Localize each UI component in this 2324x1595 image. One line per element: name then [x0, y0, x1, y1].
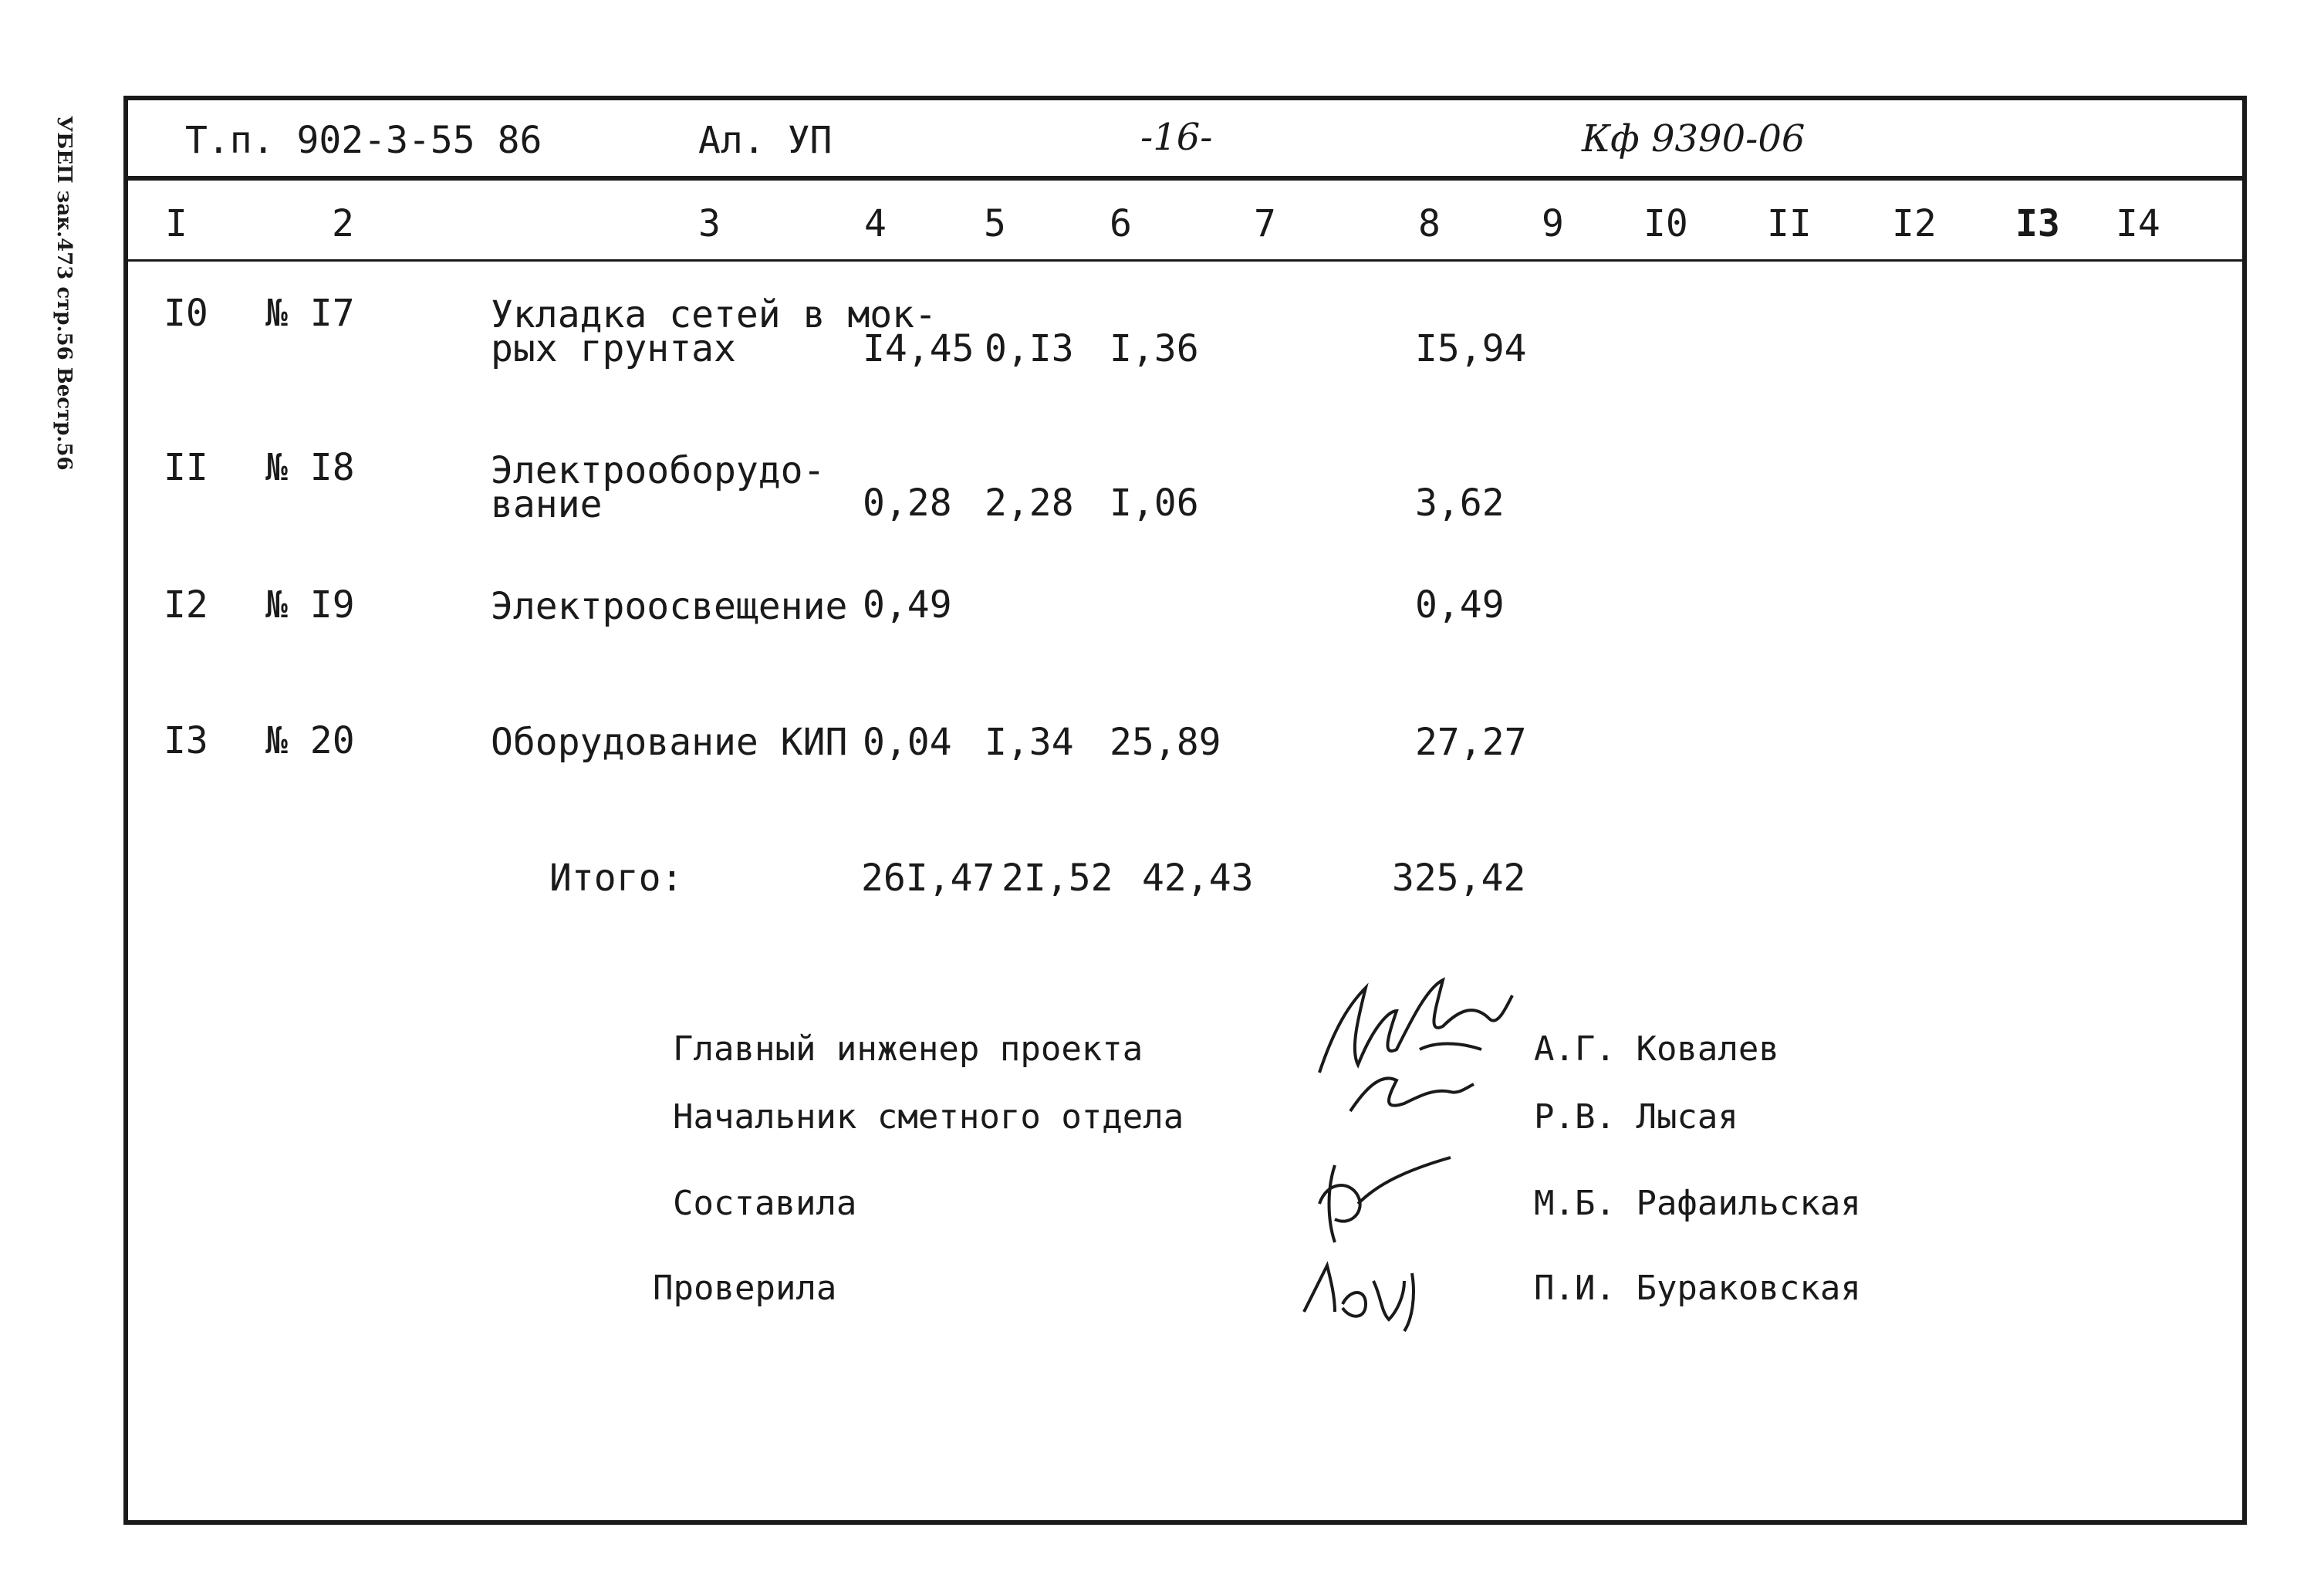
row-name-line2: вание	[491, 483, 603, 526]
row-number: I0	[164, 292, 208, 335]
column-number: 2	[332, 202, 354, 245]
signature-role: Составила	[673, 1184, 857, 1223]
row-col4: 0,04	[863, 721, 952, 764]
signature-name: П.И. Бураковская	[1534, 1269, 1861, 1308]
row-col4: 0,49	[863, 583, 952, 627]
column-number: 7	[1254, 202, 1276, 245]
signature-scribble-compiler	[1304, 1150, 1458, 1250]
row-ref: № I9	[265, 583, 355, 627]
signature-name: А.Г. Ковалев	[1534, 1029, 1779, 1069]
row-col8: I5,94	[1415, 327, 1527, 370]
row-name-line1: Укладка сетей в мок-	[491, 293, 937, 336]
column-header-divider	[123, 259, 2242, 262]
row-col8: 27,27	[1415, 721, 1527, 764]
column-number: I3	[2015, 202, 2060, 245]
total-col4: 26I,47	[861, 857, 995, 900]
row-ref: № 20	[265, 719, 355, 762]
row-name-line1: Оборудование КИП	[491, 721, 848, 764]
column-number: I0	[1643, 202, 1688, 245]
album-label: Ал. УП	[698, 119, 833, 162]
column-number: I4	[2116, 202, 2160, 245]
row-col6: I,36	[1110, 327, 1199, 370]
signature-scribble-chief-engineer	[1304, 957, 1528, 1127]
row-number: I3	[164, 719, 208, 762]
signature-role: Проверила	[653, 1269, 837, 1308]
row-col5: I,34	[985, 721, 1074, 764]
page-number: -16-	[1140, 116, 1213, 159]
header-divider	[123, 176, 2242, 181]
column-number: 6	[1110, 202, 1132, 245]
signature-name: М.Б. Рафаильская	[1534, 1184, 1861, 1223]
row-ref: № I7	[265, 292, 355, 335]
row-name-line2: рых грунтах	[491, 327, 736, 370]
total-label: Итого:	[549, 857, 684, 900]
row-col6: 25,89	[1110, 721, 1221, 764]
row-name-line1: Электроосвещение	[491, 585, 848, 628]
column-number: 4	[864, 202, 887, 245]
project-number: Т.п. 902-3-55 86	[185, 119, 542, 162]
row-ref: № I8	[265, 446, 355, 489]
signature-scribble-checker	[1296, 1250, 1435, 1335]
total-col6: 42,43	[1142, 857, 1254, 900]
column-number: 8	[1418, 202, 1441, 245]
column-number: I2	[1892, 202, 1937, 245]
document-code: Кф 9390-06	[1582, 117, 1805, 161]
archive-stamp: УБЕП зак.473 стр.56 Bестр.56	[52, 116, 76, 471]
row-col5: 0,I3	[985, 327, 1074, 370]
column-number: 5	[984, 202, 1006, 245]
column-number: I	[165, 202, 187, 245]
signature-name: Р.В. Лысая	[1534, 1097, 1738, 1137]
row-number: II	[164, 446, 208, 489]
row-col6: I,06	[1110, 482, 1199, 525]
document-frame	[123, 96, 2247, 1525]
row-col8: 3,62	[1415, 482, 1505, 525]
row-col5: 2,28	[985, 482, 1074, 525]
column-number: 9	[1542, 202, 1564, 245]
row-name-line1: Электрооборудо-	[491, 449, 826, 492]
total-col8: 325,42	[1392, 857, 1526, 900]
column-number: II	[1767, 202, 1812, 245]
row-number: I2	[164, 583, 208, 627]
signature-role: Начальник сметного отдела	[673, 1097, 1184, 1137]
row-col8: 0,49	[1415, 583, 1505, 627]
row-col4: I4,45	[863, 327, 975, 370]
row-col4: 0,28	[863, 482, 952, 525]
signature-role: Главный инженер проекта	[673, 1029, 1143, 1069]
total-col5: 2I,52	[1002, 857, 1113, 900]
column-number: 3	[698, 202, 721, 245]
